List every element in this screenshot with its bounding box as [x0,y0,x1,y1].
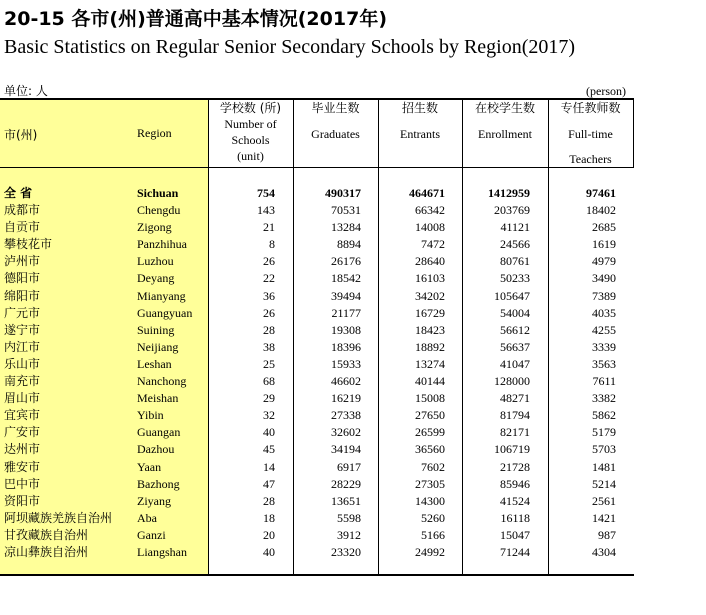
header-graduates-cn: 毕业生数 [311,101,360,115]
header-region-en: Region [137,126,172,140]
cell-enrollment: 48271 [500,391,530,406]
cell-schools: 20 [263,527,275,542]
cell-teachers: 97461 [586,186,616,200]
cell-region-cn: 遂宁市 [4,322,41,337]
cell-graduates: 13651 [331,493,361,508]
table-row [0,253,634,270]
cell-teachers: 18402 [586,203,616,217]
cell-enrollment: 41524 [500,493,530,508]
cell-graduates: 26176 [331,254,361,269]
cell-enrollment: 203769 [494,203,530,217]
cell-schools: 29 [263,391,275,406]
cell-teachers: 3563 [592,356,616,371]
header-graduates [293,100,378,167]
cell-graduates: 70531 [331,203,361,217]
unit-label-cn: 单位: 人 [4,84,48,98]
cell-teachers: 1619 [592,237,616,252]
header-teachers-cn: 专任教师数 [560,101,621,115]
cell-entrants: 34202 [415,288,445,303]
table-row [0,305,634,322]
cell-graduates: 5598 [337,510,361,525]
cell-teachers: 2685 [592,220,616,235]
cell-enrollment: 56612 [500,322,530,337]
table-row [0,544,634,561]
cell-graduates: 490317 [325,186,361,200]
cell-entrants: 18892 [415,339,445,354]
cell-entrants: 36560 [415,442,445,457]
header-schools-en-1: Number of [224,117,277,131]
header-entrants [378,100,462,167]
cell-entrants: 24992 [415,545,445,559]
table-row [0,407,634,424]
table-row [0,390,634,407]
cell-enrollment: 71244 [500,545,530,559]
table-row [0,493,634,510]
cell-graduates: 3912 [337,527,361,542]
cell-graduates: 18542 [331,271,361,286]
cell-region-en: Liangshan [137,545,187,559]
header-schools-en-2: Schools [231,133,270,147]
header-teachers [548,100,633,167]
cell-region-cn: 广安市 [4,425,41,440]
cell-region-cn: 广元市 [4,305,41,320]
cell-region-cn: 全 省 [4,186,33,200]
cell-enrollment: 56637 [500,339,530,354]
cell-enrollment: 41121 [500,220,530,235]
cell-teachers: 4304 [592,545,616,559]
header-schools-cn: 学校数 (所) [219,101,282,115]
cell-teachers: 4255 [592,322,616,337]
cell-entrants: 40144 [415,374,445,388]
cell-region-cn: 南充市 [4,374,41,388]
cell-schools: 8 [269,237,275,252]
header-schools [208,100,293,167]
header-entrants-cn: 招生数 [401,101,438,115]
cell-teachers: 7611 [592,374,616,388]
header-enrollment-cn: 在校学生数 [474,101,535,115]
table-row [0,441,634,458]
cell-schools: 40 [263,425,275,440]
cell-entrants: 28640 [415,254,445,269]
cell-enrollment: 128000 [494,374,530,388]
cell-schools: 26 [263,305,275,320]
header-graduates-en: Graduates [311,127,360,141]
cell-teachers: 1421 [592,510,616,525]
table-row [0,236,634,253]
cell-region-en: Suining [137,322,175,337]
cell-teachers: 2561 [592,493,616,508]
cell-graduates: 8894 [337,237,361,252]
cell-schools: 26 [263,254,275,269]
table-row [0,459,634,476]
cell-graduates: 13284 [331,220,361,235]
cell-teachers: 5862 [592,408,616,423]
header-enrollment [462,100,548,167]
cell-enrollment: 24566 [500,237,530,252]
cell-schools: 14 [263,459,275,474]
cell-entrants: 16103 [415,271,445,286]
cell-schools: 28 [263,493,275,508]
cell-region-cn: 凉山彝族自治州 [4,545,89,559]
cell-teachers: 5703 [592,442,616,457]
cell-enrollment: 82171 [500,425,530,440]
cell-region-cn: 乐山市 [4,356,41,371]
table-row [0,510,634,527]
cell-region-cn: 德阳市 [4,271,41,286]
cell-enrollment: 16118 [500,510,530,525]
header-city-cn: 市(州) [4,128,38,142]
cell-teachers: 5179 [592,425,616,440]
cell-region-cn: 阿坝藏族羌族自治州 [4,510,113,525]
cell-enrollment: 105647 [494,288,530,303]
cell-schools: 143 [257,203,275,217]
cell-region-en: Deyang [137,271,175,286]
cell-region-cn: 雅安市 [4,459,41,474]
cell-teachers: 3339 [592,339,616,354]
cell-enrollment: 80761 [500,254,530,269]
cell-region-en: Mianyang [137,288,186,303]
cell-region-en: Yaan [137,459,162,474]
table-row [0,219,634,236]
cell-graduates: 39494 [331,288,361,303]
cell-region-en: Guangan [137,425,181,440]
page-title-en: Basic Statistics on Regular Senior Secondary Schools by Region(2017) [4,36,576,58]
cell-schools: 21 [263,220,275,235]
cell-schools: 754 [257,186,275,200]
cell-region-en: Chengdu [137,203,181,217]
cell-graduates: 6917 [337,459,361,474]
cell-enrollment: 81794 [500,408,530,423]
cell-region-en: Guangyuan [137,305,193,320]
table-row [0,356,634,373]
table-row [0,424,634,441]
cell-enrollment: 54004 [500,305,530,320]
cell-entrants: 13274 [415,356,445,371]
cell-entrants: 26599 [415,425,445,440]
table-row [0,373,634,390]
table-row [0,288,634,305]
cell-region-cn: 达州市 [4,442,41,457]
cell-schools: 28 [263,322,275,337]
cell-graduates: 18396 [331,339,361,354]
cell-entrants: 15008 [415,391,445,406]
table-row [0,476,634,493]
cell-schools: 38 [263,339,275,354]
cell-region-cn: 巴中市 [4,476,41,491]
header-bottom-rule [0,167,634,168]
cell-enrollment: 15047 [500,527,530,542]
cell-graduates: 15933 [331,356,361,371]
cell-schools: 47 [263,476,275,491]
cell-graduates: 28229 [331,476,361,491]
cell-region-cn: 资阳市 [4,493,41,508]
cell-region-cn: 自贡市 [4,220,41,235]
cell-enrollment: 1412959 [488,186,530,200]
table-row [0,322,634,339]
cell-entrants: 14008 [415,220,445,235]
column-divider [633,100,634,167]
cell-teachers: 5214 [592,476,616,491]
cell-graduates: 16219 [331,391,361,406]
cell-graduates: 21177 [331,305,361,320]
cell-graduates: 23320 [331,545,361,559]
header-teachers-en-1: Full-time [568,127,613,141]
cell-region-en: Dazhou [137,442,175,457]
table-row [0,270,634,287]
cell-region-cn: 宜宾市 [4,408,41,423]
cell-enrollment: 41047 [500,356,530,371]
page-title-cn: 20-15 各市(州)普通高中基本情况(2017年) [4,8,387,30]
table-row [0,527,634,544]
cell-region-cn: 甘孜藏族自治州 [4,527,89,542]
cell-region-en: Meishan [137,391,179,406]
cell-entrants: 7602 [421,459,445,474]
cell-region-en: Neijiang [137,339,179,354]
cell-region-en: Zigong [137,220,172,235]
cell-entrants: 7472 [421,237,445,252]
cell-region-en: Ziyang [137,493,171,508]
cell-teachers: 4035 [592,305,616,320]
header-schools-en-3: (unit) [237,149,264,163]
cell-entrants: 5260 [421,510,445,525]
cell-graduates: 34194 [331,442,361,457]
cell-region-en: Leshan [137,356,172,371]
cell-region-en: Luzhou [137,254,174,269]
cell-enrollment: 50233 [500,271,530,286]
cell-region-cn: 成都市 [4,203,41,217]
unit-label-en: (person) [586,84,626,98]
cell-teachers: 3382 [592,391,616,406]
cell-schools: 45 [263,442,275,457]
cell-teachers: 4979 [592,254,616,269]
cell-entrants: 66342 [415,203,445,217]
cell-graduates: 32602 [331,425,361,440]
cell-teachers: 7389 [592,288,616,303]
cell-region-en: Yibin [137,408,164,423]
cell-region-cn: 攀枝花市 [4,237,53,252]
cell-region-en: Panzhihua [137,237,187,252]
cell-region-en: Nanchong [137,374,187,388]
cell-teachers: 1481 [592,459,616,474]
cell-region-en: Ganzi [137,527,166,542]
cell-teachers: 3490 [592,271,616,286]
cell-entrants: 27650 [415,408,445,423]
cell-entrants: 18423 [415,322,445,337]
table-row [0,339,634,356]
header-teachers-en-2: Teachers [569,152,612,166]
cell-schools: 25 [263,356,275,371]
table-row-total [0,185,634,202]
cell-region-cn: 眉山市 [4,391,41,406]
cell-graduates: 27338 [331,408,361,423]
cell-enrollment: 85946 [500,476,530,491]
cell-enrollment: 106719 [494,442,530,457]
cell-schools: 18 [263,510,275,525]
cell-schools: 36 [263,288,275,303]
cell-schools: 68 [263,374,275,388]
cell-entrants: 27305 [415,476,445,491]
cell-schools: 22 [263,271,275,286]
table-bottom-rule [0,574,634,576]
cell-entrants: 14300 [415,493,445,508]
table-row [0,202,634,219]
cell-schools: 32 [263,408,275,423]
cell-entrants: 464671 [409,186,445,200]
header-enrollment-en: Enrollment [478,127,532,141]
cell-graduates: 46602 [331,374,361,388]
cell-region-cn: 绵阳市 [4,288,41,303]
cell-teachers: 987 [598,527,616,542]
cell-region-en: Aba [137,510,157,525]
cell-enrollment: 21728 [500,459,530,474]
header-entrants-en: Entrants [400,127,440,141]
cell-region-cn: 内江市 [4,339,41,354]
cell-region-cn: 泸州市 [4,254,41,269]
cell-region-en: Sichuan [137,186,179,200]
cell-region-en: Bazhong [137,476,180,491]
cell-entrants: 5166 [421,527,445,542]
cell-entrants: 16729 [415,305,445,320]
cell-graduates: 19308 [331,322,361,337]
cell-schools: 40 [263,545,275,559]
